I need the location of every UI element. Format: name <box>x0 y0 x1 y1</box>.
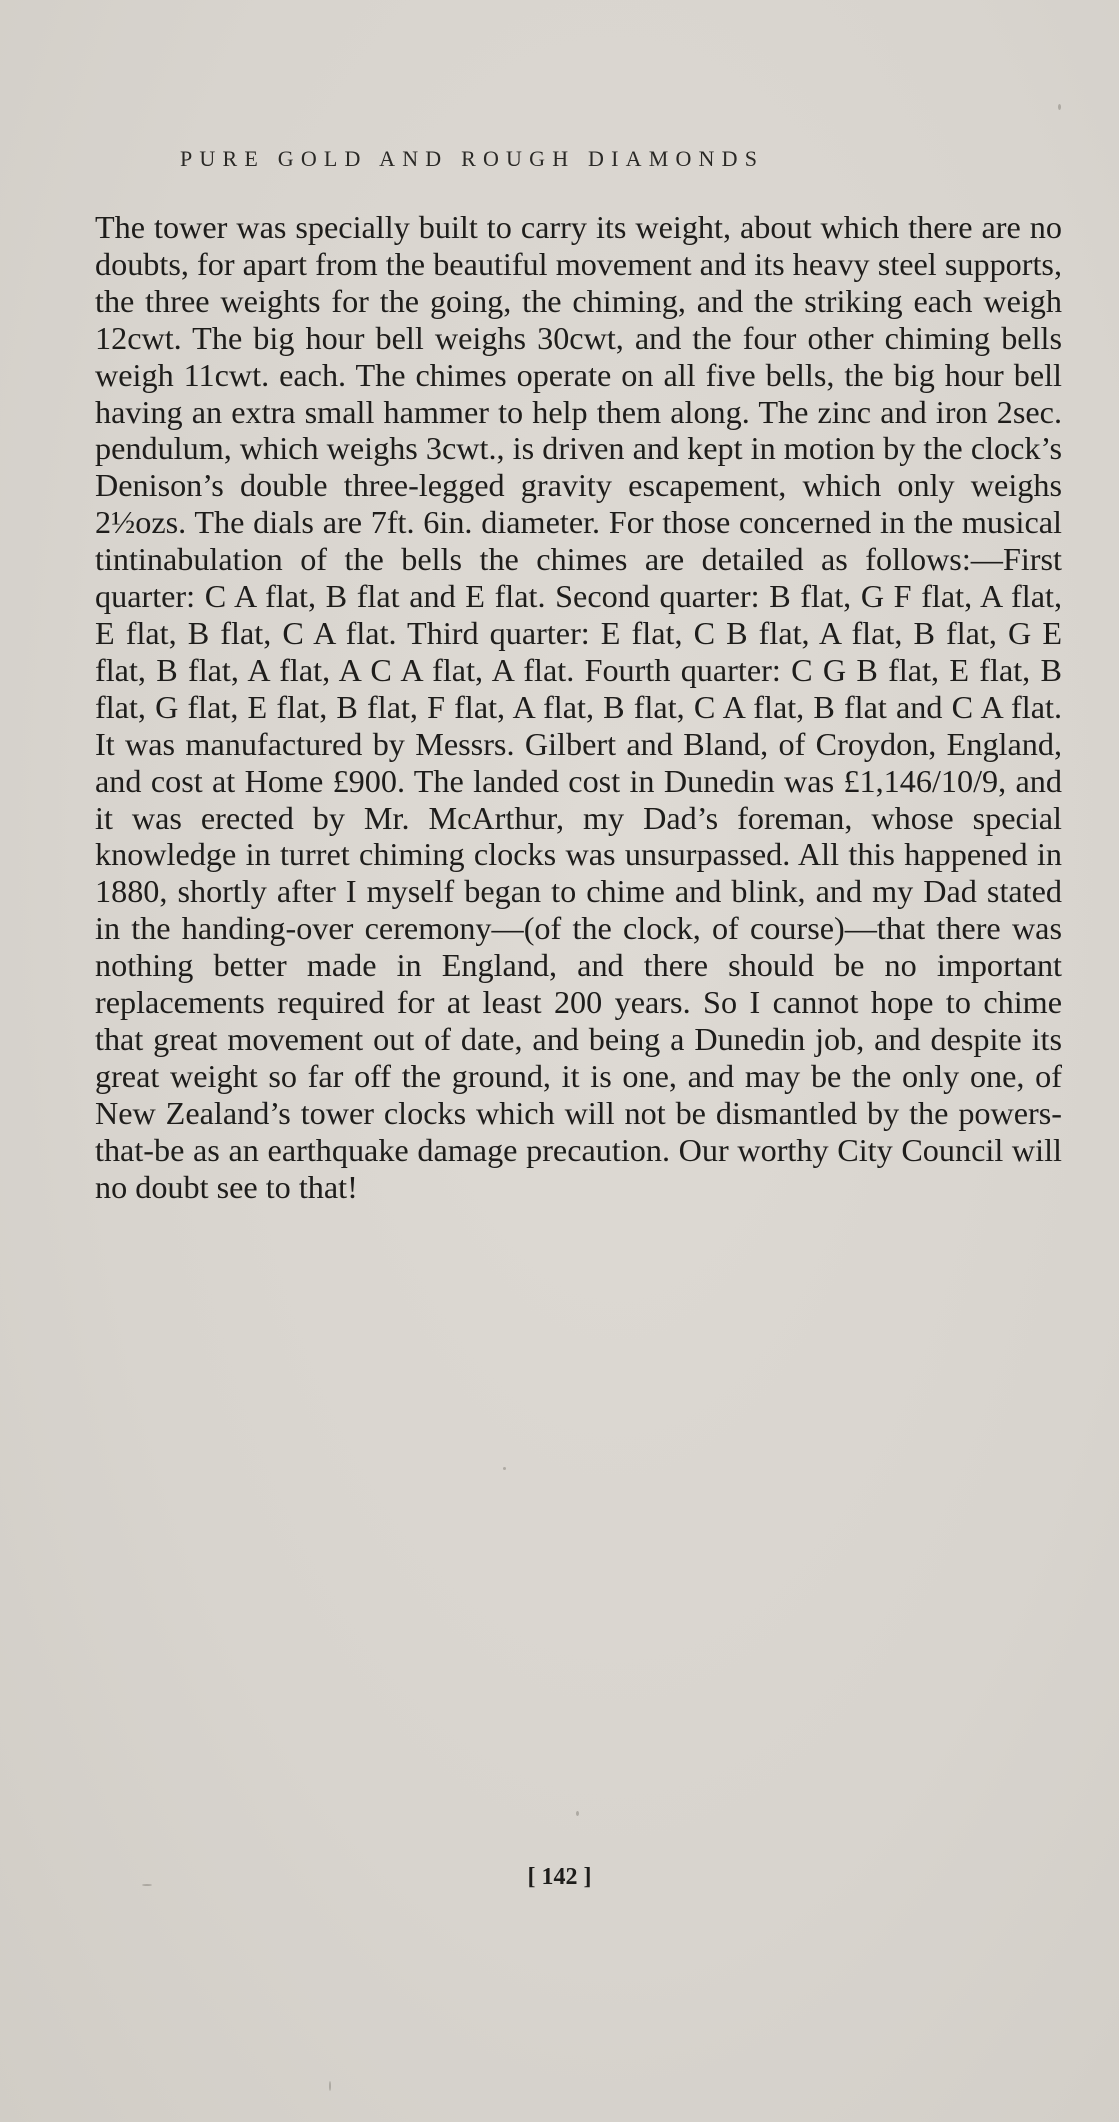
paper-speck <box>142 1884 152 1886</box>
body-text <box>95 209 1062 1205</box>
paper-speck <box>1058 104 1061 110</box>
running-head: PURE GOLD AND ROUGH DIAMONDS <box>180 146 765 171</box>
paper-speck <box>329 2081 331 2091</box>
paper-speck <box>576 1811 579 1816</box>
paper-speck <box>503 1467 506 1470</box>
paragraph: The tower was specially built to carry its weight, about which there are no doubts, for apart from the beautiful movement and its heavy steel supports, the three weights for the going, the chiming, and the striking each weigh 12cwt. The big hour bell weighs 30cwt, and the four other chiming bells weigh 11cwt. each. The chimes operate on all five bells, the big hour bell having an extra small hammer to help them along. The zinc and iron 2sec. pendulum, which weighs 3cwt., is driven and kept in motion by the clock’s Denison’s double three-legged gravity escapement, which only weighs 2½ozs. The dials are 7ft. 6in. diameter. For those concerned in the musical tintinabulation of the bells the chimes are detailed as follows:—First quarter: C A flat, B flat and E flat. Second quarter: B flat, G F flat, A flat, E flat, B flat, C A flat. Third quarter: E flat, C B flat, A flat, B flat, G E flat, B flat, A flat, A C A flat, A flat. Fourth quarter: C G B flat, E flat, B flat, G flat, E flat, B flat, F flat, A flat, B flat, C A flat, B flat and C A flat. It was manufactured by Messrs. Gilbert and Bland, of Croydon, England, and cost at Home £900. The landed cost in Dunedin was £1,146/10/9, and it was erected by Mr. McArthur, my Dad’s foreman, whose special knowledge in turret chiming clocks was unsurpassed. All this happened in 1880, shortly after I myself began to chime and blink, and my Dad stated in the handing-over ceremony—(of the clock, of course)—that there was nothing better made in England, and there should be no important replacements required for at least 200 years. So I cannot hope to chime that great movement out of date, and being a Dunedin job, and despite its great weight so far off the ground, it is one, and may be the only one, of New Zealand’s tower clocks which will not be dismantled by the powers-that-be as an earthquake damage precaution. Our worthy City Council will no doubt see to that! <box>95 209 1062 1205</box>
page-number: [ 142 ] <box>527 1864 592 1890</box>
